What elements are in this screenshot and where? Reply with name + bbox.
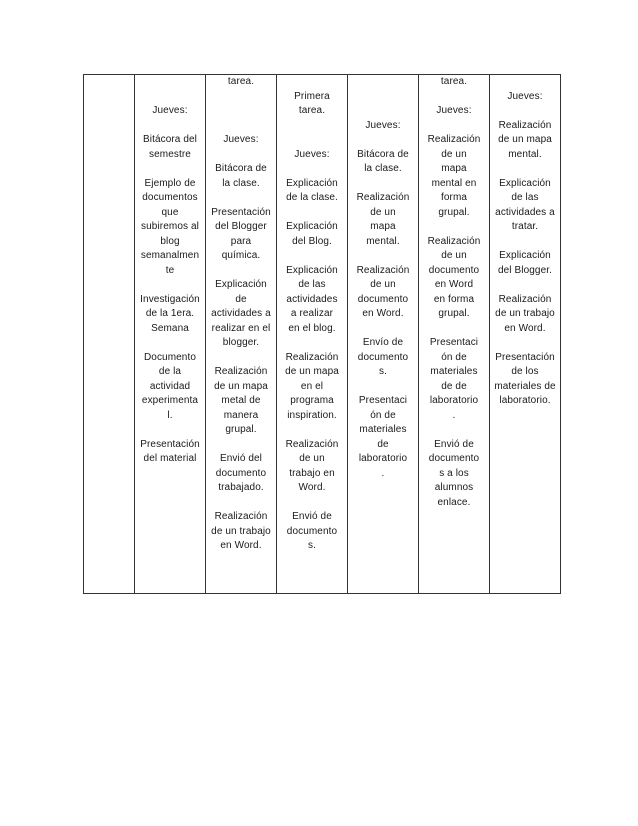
table-cell-week-6: [490, 75, 561, 594]
cell-text: Jueves: Realización de un mapa mental. Explicación de las actividades a tratar. Explicación del Blogger. Realización de un trabajo en Word. Presentación de los materiales de laboratorio.: [494, 90, 556, 406]
cell-text: Jueves: Bitácora del semestre Ejemplo de documentos que subiremos al blog semanalmen te Investigación de la 1era. Semana Documento de la actividad experimenta l. Presentación del material: [140, 105, 200, 464]
table-cell-week-1: [135, 75, 206, 594]
table-cell-week-4: [348, 75, 419, 594]
cell-text: Jueves: Bitácora de la clase. Realización de un mapa mental. Realización de un documento en Word. Envío de documento s. Presentaci ón de materiales de laboratorio .: [356, 119, 410, 479]
cell-text: Primera tarea. Jueves: Explicación de la clase. Explicación del Blog. Explicación de las actividades a realizar en el blog. Realización de un mapa en el programa inspiration. Realización de un trabajo en Word. Envió de documento s.: [285, 90, 339, 551]
table-row: [84, 75, 561, 594]
table-cell-blank: [84, 75, 135, 594]
table-cell-week-2: [206, 75, 277, 594]
table-cell-week-3: [277, 75, 348, 594]
cell-text: tarea. Jueves: Bitácora de la clase. Presentación del Blogger para química. Explicación de actividades a realizar en el blogger. Realización de un mapa metal de manera grupal. Envió del documento trabajado. Realización de un trabajo en Word.: [211, 76, 271, 551]
cell-text: tarea. Jueves: Realización de un mapa mental en forma grupal. Realización de un documento en Word en forma grupal. Presentaci ón de materiales de de laboratorio . Envió de documento s a los alumnos enlace.: [427, 76, 481, 508]
schedule-table: [83, 74, 561, 594]
table-cell-week-5: [419, 75, 490, 594]
